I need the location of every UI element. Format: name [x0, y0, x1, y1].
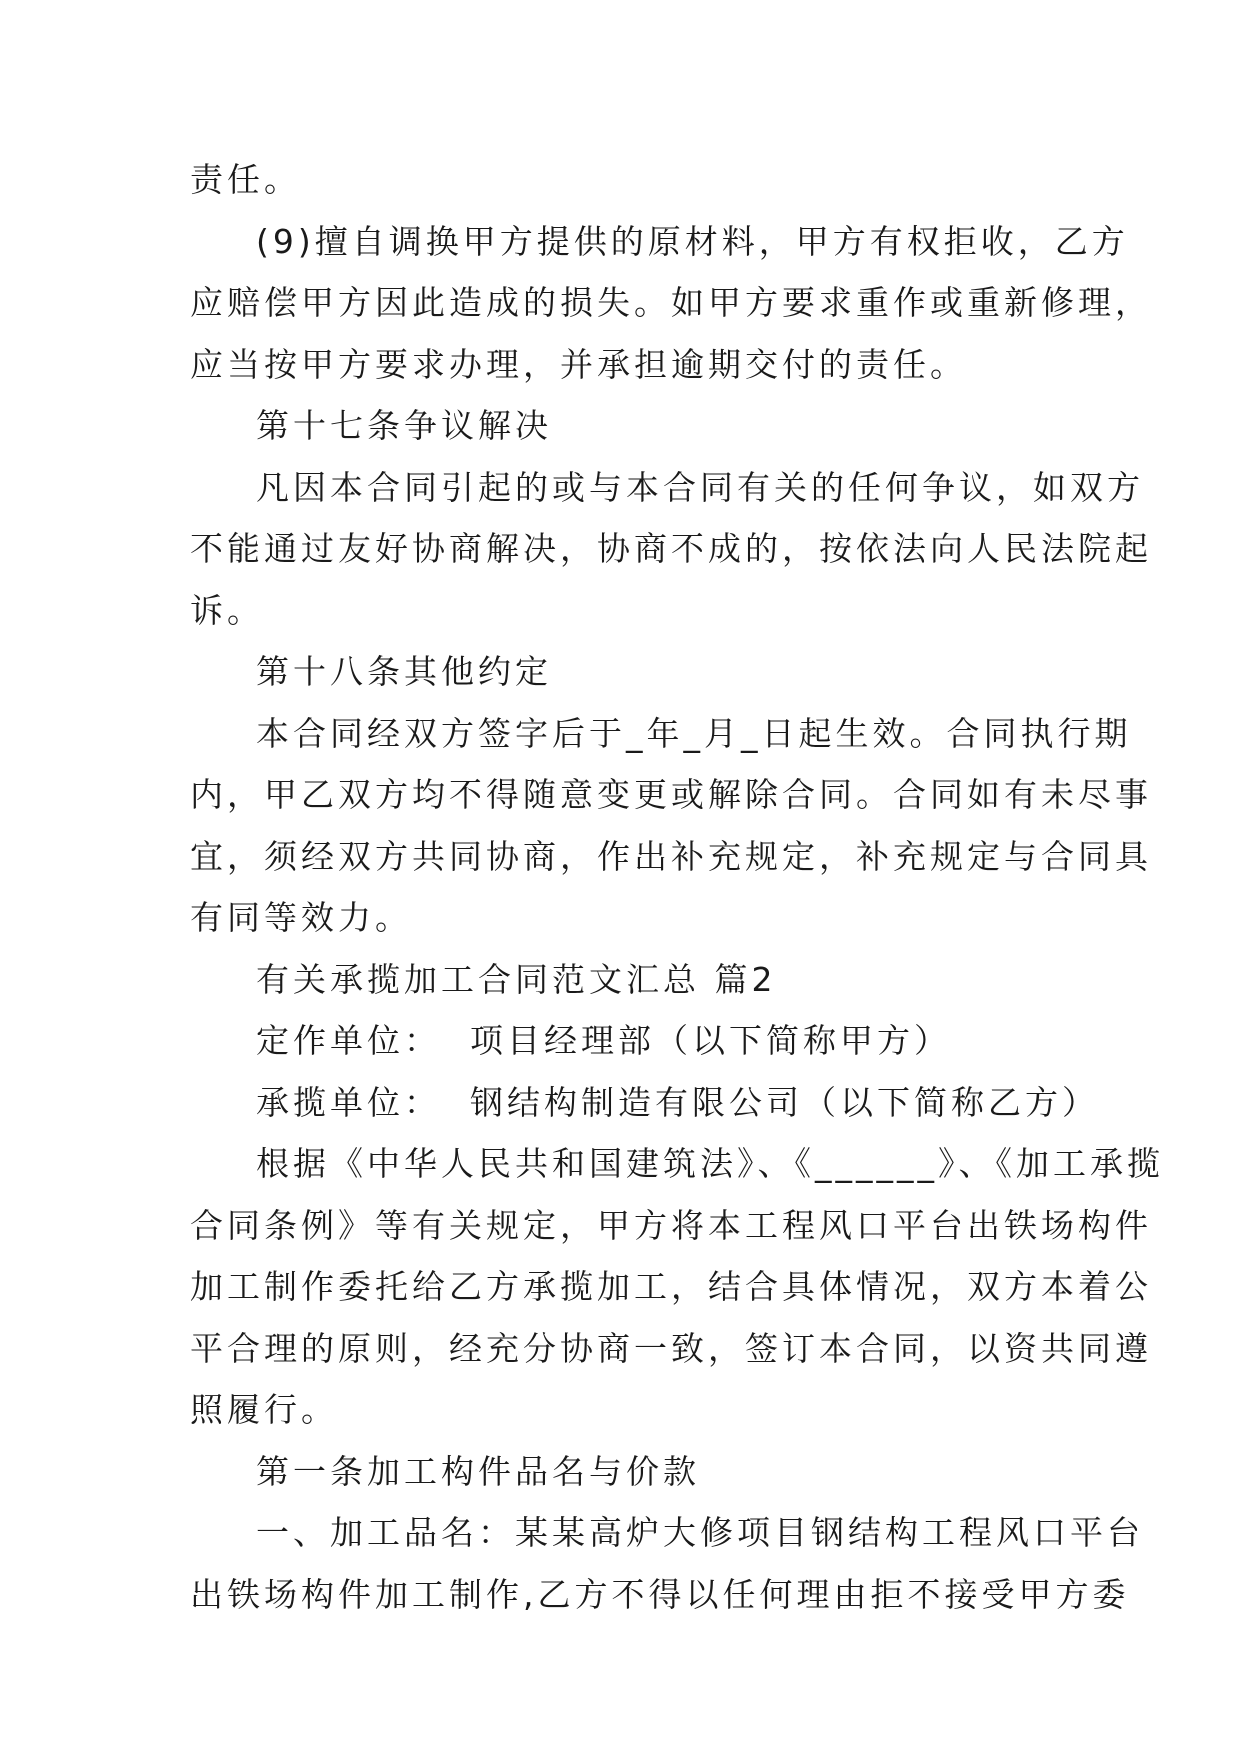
text-line-21: 照履行。	[190, 1390, 338, 1429]
text-line-13: 有同等效力。	[190, 898, 412, 937]
text-line-10: 本合同经双方签字后于_年_月_日起生效。合同执行期	[256, 714, 1132, 753]
text-line-11: 内，甲乙双方均不得随意变更或解除合同。合同如有未尽事	[190, 775, 1152, 814]
text-line-20: 平合理的原则，经充分协商一致，签订本合同，以资共同遵	[190, 1329, 1152, 1368]
text-line-24: 出铁场构件加工制作,乙方不得以任何理由拒不接受甲方委	[190, 1575, 1130, 1614]
section-heading-18: 第十八条其他约定	[256, 652, 552, 691]
text-line-1: 责任。	[190, 160, 301, 199]
text-line-7: 不能通过友好协商解决，协商不成的，按依法向人民法院起	[190, 529, 1152, 568]
text-line-17: 根据《中华人民共和国建筑法》、《______》、《加工承揽	[256, 1144, 1164, 1183]
text-line-18: 合同条例》等有关规定，甲方将本工程风口平台出铁场构件	[190, 1206, 1152, 1245]
text-line-6: 凡因本合同引起的或与本合同有关的任何争议，如双方	[256, 468, 1144, 507]
text-line-4: 应当按甲方要求办理，并承担逾期交付的责任。	[190, 345, 967, 384]
section-heading-17: 第十七条争议解决	[256, 406, 552, 445]
text-line-19: 加工制作委托给乙方承揽加工，结合具体情况，双方本着公	[190, 1267, 1152, 1306]
party-a-line: 定作单位： 项目经理部（以下简称甲方）	[256, 1021, 951, 1060]
section-heading-1: 第一条加工构件品名与价款	[256, 1452, 700, 1491]
text-line-23: 一、加工品名：某某高炉大修项目钢结构工程风口平台	[256, 1513, 1144, 1552]
text-line-2: (9)擅自调换甲方提供的原材料，甲方有权拒收，乙方	[256, 222, 1129, 261]
text-line-8: 诉。	[190, 591, 264, 630]
party-b-line: 承揽单位： 钢结构制造有限公司（以下简称乙方）	[256, 1083, 1099, 1122]
document-title-part2: 有关承揽加工合同范文汇总 篇2	[256, 960, 777, 999]
text-line-12: 宜，须经双方共同协商，作出补充规定，补充规定与合同具	[190, 837, 1152, 876]
text-line-3: 应赔偿甲方因此造成的损失。如甲方要求重作或重新修理，	[190, 283, 1152, 322]
